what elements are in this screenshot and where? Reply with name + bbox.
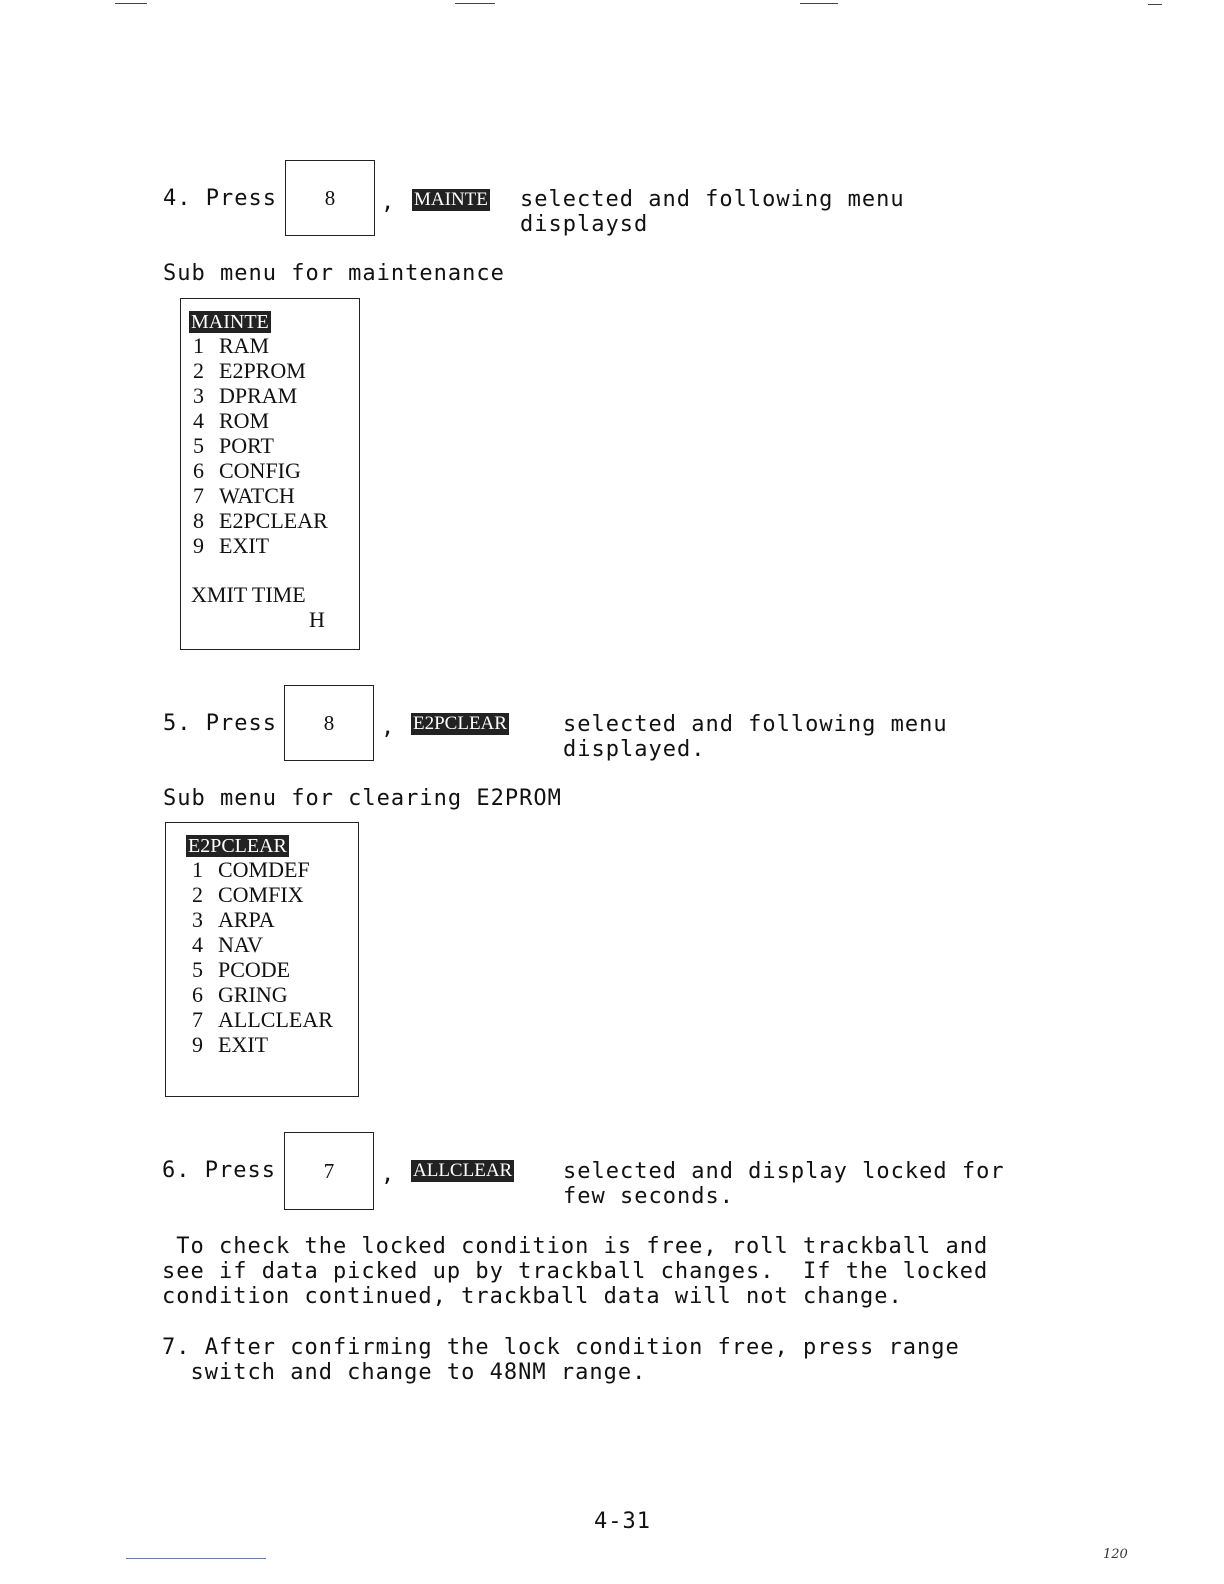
step4-desc-line2: displaysd xyxy=(520,212,649,237)
step5-label: 5. Press xyxy=(163,711,277,736)
paragraph-line: see if data picked up by trackball changes. If the locked xyxy=(162,1259,989,1284)
list-item: 6 CONFIG xyxy=(193,458,301,483)
list-item: 9 EXIT xyxy=(193,533,270,558)
list-item: 7 WATCH xyxy=(193,483,295,508)
scan-artifact xyxy=(1148,4,1162,5)
scan-artifact xyxy=(455,3,495,4)
separator: , xyxy=(381,190,396,215)
list-item: 3 DPRAM xyxy=(193,383,298,408)
clear-menu-box xyxy=(165,822,359,1097)
separator: , xyxy=(381,715,396,740)
separator: , xyxy=(381,1162,396,1187)
step5-desc-line2: displayed. xyxy=(563,737,706,762)
scan-artifact xyxy=(800,3,838,4)
maint-menu-box xyxy=(180,298,360,650)
xmit-time-label: XMIT TIME xyxy=(191,582,306,607)
paragraph-line: To check the locked condition is free, roll trackball and xyxy=(162,1234,989,1259)
key-8: 8 xyxy=(285,160,375,236)
key-8: 8 xyxy=(284,685,374,761)
clear-menu-title: E2PCLEAR xyxy=(188,835,287,857)
clear-menu-caption: Sub menu for clearing E2PROM xyxy=(163,786,562,811)
maint-menu-caption: Sub menu for maintenance xyxy=(163,261,505,286)
list-item: 7 ALLCLEAR xyxy=(192,1007,333,1032)
list-item: 4 NAV xyxy=(192,932,263,957)
corner-note: 120 xyxy=(1103,1547,1128,1562)
step6-label: 6. Press xyxy=(162,1158,276,1183)
list-item: 3 ARPA xyxy=(192,907,275,932)
step7-line2: switch and change to 48NM range. xyxy=(162,1360,647,1385)
paragraph-line: condition continued, trackball data will not change. xyxy=(162,1284,903,1309)
list-item: 2 COMFIX xyxy=(192,882,304,907)
step7-line1: 7. After confirming the lock condition free, press range xyxy=(162,1335,960,1360)
step6-desc-line1: selected and display locked for xyxy=(563,1159,1005,1184)
step6-desc-line2: few seconds. xyxy=(563,1184,734,1209)
xmit-time-value: H xyxy=(309,607,325,632)
list-item: 5 PCODE xyxy=(192,957,291,982)
step4-label: 4. Press xyxy=(163,186,277,211)
maint-menu-title: MAINTE xyxy=(191,311,269,333)
step5-desc-line1: selected and following menu xyxy=(563,712,948,737)
allclear-highlight: ALLCLEAR xyxy=(413,1160,513,1181)
list-item: 9 EXIT xyxy=(192,1032,269,1057)
list-item: 2 E2PROM xyxy=(193,358,306,383)
list-item: 1 RAM xyxy=(193,333,270,358)
key-7: 7 xyxy=(284,1132,374,1210)
mainte-highlight: MAINTE xyxy=(414,189,488,210)
e2pclear-highlight: E2PCLEAR xyxy=(413,713,507,734)
list-item: 1 COMDEF xyxy=(192,857,310,882)
list-item: 5 PORT xyxy=(193,433,274,458)
scan-artifact xyxy=(115,3,147,4)
list-item: 6 GRING xyxy=(192,982,288,1007)
page-number: 4-31 xyxy=(594,1509,651,1534)
list-item: 4 ROM xyxy=(193,408,270,433)
step4-desc-line1: selected and following menu xyxy=(520,187,905,212)
footer-rule xyxy=(126,1558,266,1559)
list-item: 8 E2PCLEAR xyxy=(193,508,328,533)
